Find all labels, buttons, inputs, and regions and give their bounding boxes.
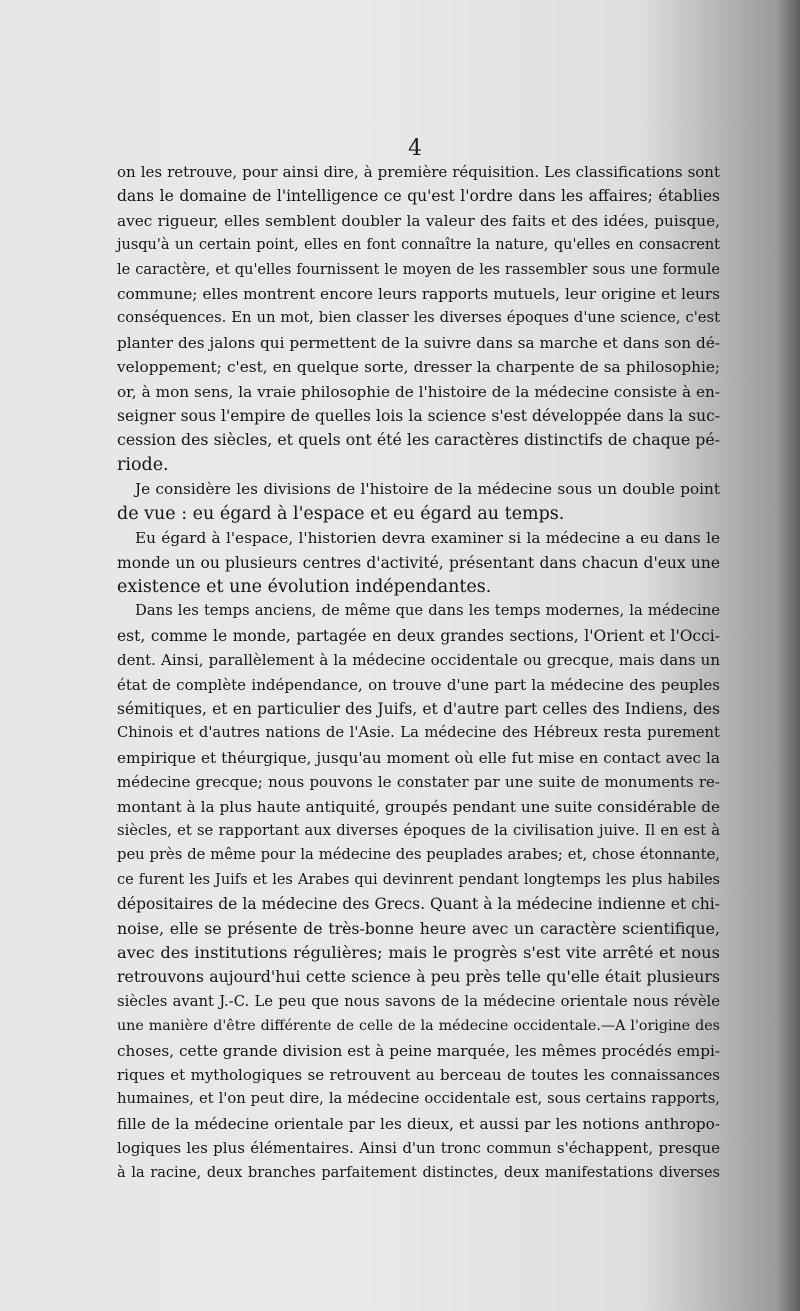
text-line: siècles avant J.-C. Le peu que nous savons de la médecine orientale nous révèle [117,992,720,1010]
text-line: dent. Ainsi, parallèlement à la médecine occidentale ou grecque, mais dans un [117,651,720,670]
text-line: jusqu'à un certain point, elles en font connaître la nature, qu'elles en consacrent [117,237,720,254]
text-line: Eu égard à l'espace, l'historien devra examiner si la médecine a eu dans le [135,529,720,548]
text-line: on les retrouve, pour ainsi dire, à première réquisition. Les classifications sont [117,163,720,181]
text-line: une manière d'être différente de celle de la médecine occidentale.—A l'origine des [117,1018,720,1035]
text-line: or, à mon sens, la vraie philosophie de l'histoire de la médecine consiste à en- [117,382,720,401]
text-line: siècles, et se rapportant aux diverses époques de la civilisation juive. Il en est à [117,821,720,839]
text-line: dépositaires de la médecine des Grecs. Quant à la médecine indienne et chi- [117,895,720,914]
text-line: existence et une évolution indépendantes. [117,576,492,597]
text-line: logiques les plus élémentaires. Ainsi d'un tronc commun s'échappent, presque [117,1139,720,1158]
text-line: à la racine, deux branches parfaitement distinctes, deux manifestations diverses [117,1164,720,1181]
text-line: avec rigueur, elles semblent doubler la valeur des faits et des idées, puisque, [117,211,720,230]
text-line: ce furent les Juifs et les Arabes qui devinrent pendant longtemps les plus habiles [117,871,720,888]
text-line: cession des siècles, et quels ont été les caractères distinctifs de chaque pé- [117,430,720,450]
text-line: conséquences. En un mot, bien classer les diverses époques d'une science, c'est [117,309,720,327]
text-line: riode. [117,454,169,475]
text-line: de vue : eu égard à l'espace et eu égard au temps. [117,503,565,524]
text-line: état de complète indépendance, on trouve d'une part la médecine des peuples [117,675,720,694]
text-line: retrouvons aujourd'hui cette science à peu près telle qu'elle était plusieurs [117,967,720,987]
text-line: riques et mythologiques se retrouvent au berceau de toutes les connaissances [117,1066,720,1085]
text-line: sémitiques, et en particulier des Juifs, et d'autre part celles des Indiens, des [117,699,720,718]
text-line: veloppement; c'est, en quelque sorte, dresser la charpente de sa philosophie; [117,358,720,377]
text-line: Je considère les divisions de l'histoire de la médecine sous un double point [135,480,720,499]
text-line: seigner sous l'empire de quelles lois la science s'est développée dans la suc- [117,407,720,426]
text-line: montant à la plus haute antiquité, groupés pendant une suite considérable de [117,797,720,816]
text-line: Chinois et d'autres nations de l'Asie. La médecine des Hébreux resta purement [117,724,720,742]
text-line: noise, elle se présente de très-bonne heure avec un caractère scientifique, [117,918,720,938]
text-line: commune; elles montrent encore leurs rapports mutuels, leur origine et leurs [117,285,720,304]
text-line: planter des jalons qui permettent de la suivre dans sa marche et dans son dé- [117,333,720,352]
text-line: fille de la médecine orientale par les dieux, et aussi par les notions anthropo- [117,1114,720,1133]
page-number: 4 [408,136,422,161]
text-line: médecine grecque; nous pouvons le constater par une suite de monuments re- [117,773,720,792]
text-line: empirique et théurgique, jusqu'au moment où elle fut mise en contact avec la [117,748,720,767]
text-line: humaines, et l'on peut dire, la médecine occidentale est, sous certains rapports, [117,1090,720,1108]
text-line: Dans les temps anciens, de même que dans les temps modernes, la médecine [135,602,720,620]
text-line: choses, cette grande division est à peine marquée, les mêmes procédés empi- [117,1041,720,1060]
text-line: le caractère, et qu'elles fournissent le moyen de les rassembler sous une formule [117,261,720,278]
text-line: monde un ou plusieurs centres d'activité, présentant dans chacun d'eux une [117,553,720,572]
body-text [117,160,720,1185]
text-line: peu près de même pour la médecine des peuplades arabes; et, chose étonnante, [117,846,720,864]
text-line: avec des institutions régulières; mais le progrès s'est vite arrêté et nous [117,943,720,962]
text-line: dans le domaine de l'intelligence ce qu'est l'ordre dans les affaires; établies [117,187,720,206]
text-line: est, comme le monde, partagée en deux grandes sections, l'Orient et l'Occi- [117,626,720,645]
